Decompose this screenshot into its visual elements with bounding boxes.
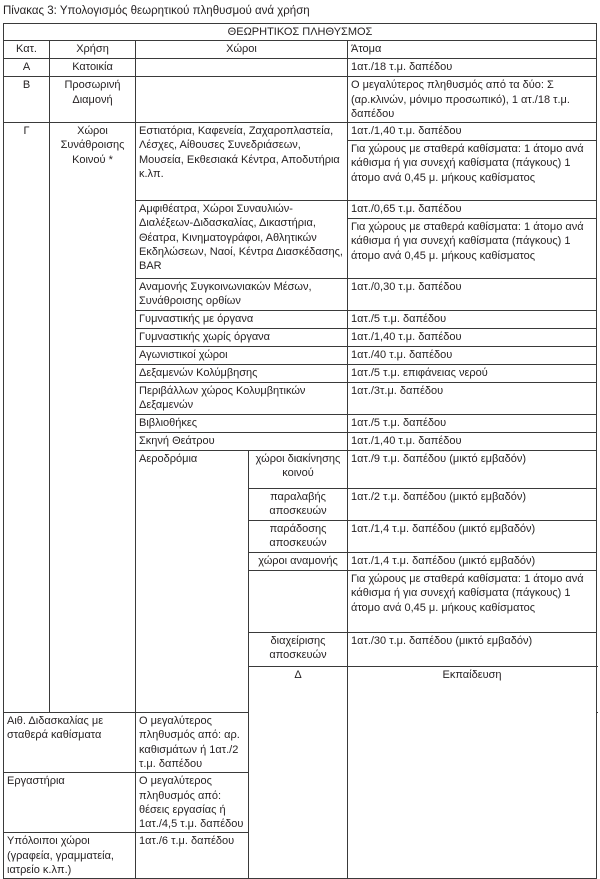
airport-persons-baggage-handling: 1ατ./30 τ.μ. δαπέδου (μικτό εμβαδόν) [348,633,597,667]
header-spaces: Χώροι [136,41,348,59]
table-title: ΘΕΩΡΗΤΙΚΟΣ ΠΛΗΘΥΣΜΟΣ [4,24,597,41]
cat-d-persons-other: 1ατ./6 τ.μ. δαπέδου [136,833,249,879]
cat-g-persons-gym-equipment: 1ατ./5 τ.μ. δαπέδου [348,311,597,329]
cat-d-persons-labs: Ο μεγαλύτερος πληθυσμός από: θέσεις εργασίας ή 1ατ./4,5 τ.μ. δαπέδου [136,773,249,833]
cat-g-space-stage: Σκηνή Θεάτρου [136,433,348,451]
airport-sub-waiting: χώροι αναμονής [249,553,348,571]
cat-g-persons-libraries: 1ατ./5 τ.μ. δαπέδου [348,415,597,433]
cat-g-space-airports: Αεροδρόμια [136,451,249,713]
cat-g-code: Γ [4,123,50,713]
cat-g-use: Χώροι Συνάθροισης Κοινού * [50,123,136,713]
cat-g-persons-stage: 1ατ./1,40 τ.μ. δαπέδου [348,433,597,451]
cat-d-persons-fixed-seats: Ο μεγαλύτερος πληθυσμός από: αρ. καθισμάτων ή 1ατ./2 τ.μ. δαπέδου [136,713,249,773]
cat-b-use: Προσωρινή Διαμονή [50,77,136,123]
table-caption: Πίνακας 3: Υπολογισμός θεωρητικού πληθυσμού ανά χρήση [3,5,310,17]
airport-sub-baggage-handling: διαχείρισης αποσκευών [249,633,348,667]
cat-g-space-waiting: Αναμονής Συγκοινωνιακών Μέσων, Συνάθροισης ορθίων [136,279,348,311]
cat-b-persons: Ο μεγαλύτερος πληθυσμός από τα δύο: Σ (αρ.κλινών, μόνιμο προσωπικό), 1 ατ./18 τ.μ. δαπέδου [348,77,597,123]
cat-g-persons-restaurants-2: Για χώρους με σταθερά καθίσματα: 1 άτομο ανά κάθισμα ή για συνεχή καθίσματα (πάγκους) 1 άτομο ανά 0,45 μ. μήκους καθίσματος [348,141,597,201]
cat-g-persons-amphitheatres-2: Για χώρους με σταθερά καθίσματα: 1 άτομο ανά κάθισμα ή για συνεχή καθίσματα (πάγκους) 1 άτομο ανά 0,45 μ. μήκους καθίσματος [348,219,597,279]
airport-persons-baggage-claim: 1ατ./2 τ.μ. δαπέδου (μικτό εμβαδόν) [348,489,597,521]
cat-b-code: Β [4,77,50,123]
cat-g-persons-sports: 1ατ./40 τ.μ. δαπέδου [348,347,597,365]
header-persons: Άτομα [348,41,597,59]
cat-g-persons-pools: 1ατ./5 τ.μ. επιφάνειας νερού [348,365,597,383]
cat-g-persons-gym-no-equipment: 1ατ./1,40 τ.μ. δαπέδου [348,329,597,347]
cat-g-persons-amphitheatres-1: 1ατ./0,65 τ.μ. δαπέδου [348,201,597,219]
cat-a-persons: 1ατ./18 τ.μ. δαπέδου [348,59,597,77]
cat-g-persons-waiting: 1ατ./0,30 τ.μ. δαπέδου [348,279,597,311]
cat-a-spaces [136,59,348,77]
cat-d-code: Δ [249,667,348,879]
cat-d-space-other: Υπόλοιποι χώροι (γραφεία, γραμματεία, ιατρείο κ.λπ.) [4,833,136,879]
cat-g-space-restaurants: Εστιατόρια, Καφενεία, Ζαχαροπλαστεία, Λέσχες, Αίθουσες Συνεδριάσεων, Μουσεία, Εκθεσιακά Κέντρα, Αποδυτήρια κ.λπ. [136,123,348,201]
cat-g-space-gym-equipment: Γυμναστικής με όργανα [136,311,348,329]
airport-persons-waiting-1: 1ατ./1,4 τ.μ. δαπέδου (μικτό εμβαδόν) [348,553,597,571]
cat-g-space-amphitheatres: Αμφιθέατρα, Χώροι Συναυλιών-Διαλέξεων-Διδασκαλίας, Δικαστήρια, Θέατρα, Κινηματογράφοι, Αθλητικών Εκδηλώσεων, Ναοί, Κέντρα Διασκέδασης, BAR [136,201,348,279]
cat-a-use: Κατοικία [50,59,136,77]
airport-sub-baggage-drop: παράδοσης αποσκευών [249,521,348,553]
cat-g-space-pools: Δεξαμενών Κολύμβησης [136,365,348,383]
airport-sub-public-circulation: χώροι διακίνησης κοινού [249,451,348,489]
header-use: Χρήση [50,41,136,59]
cat-g-persons-pool-surroundings: 1ατ./3τ.μ. δαπέδου [348,383,597,415]
cat-d-space-fixed-seats: Αιθ. Διδασκαλίας με σταθερά καθίσματα [4,713,136,773]
cat-d-use: Εκπαίδευση [348,667,597,879]
airport-persons-public-circulation: 1ατ./9 τ.μ. δαπέδου (μικτό εμβαδόν) [348,451,597,489]
cat-g-persons-restaurants-1: 1ατ./1,40 τ.μ. δαπέδου [348,123,597,141]
cat-g-space-pool-surroundings: Περιβάλλων χώρος Κολυμβητικών Δεξαμενών [136,383,348,415]
cat-g-space-gym-no-equipment: Γυμναστικής χωρίς όργανα [136,329,348,347]
airport-sub-baggage-claim: παραλαβής αποσκευών [249,489,348,521]
cat-g-space-sports: Αγωνιστικοί χώροι [136,347,348,365]
airport-sub-waiting-blank [249,571,348,633]
cat-b-spaces [136,77,348,123]
cat-a-code: Α [4,59,50,77]
airport-persons-waiting-2: Για χώρους με σταθερά καθίσματα: 1 άτομο ανά κάθισμα ή για συνεχή καθίσματα (πάγκους) 1 άτομο ανά 0,45 μ. μήκους καθίσματος [348,571,597,633]
population-table [3,23,597,879]
airport-persons-baggage-drop: 1ατ./1,4 τ.μ. δαπέδου (μικτό εμβαδόν) [348,521,597,553]
cat-d-space-labs: Εργαστήρια [4,773,136,833]
cat-g-space-libraries: Βιβλιοθήκες [136,415,348,433]
header-category: Κατ. [4,41,50,59]
